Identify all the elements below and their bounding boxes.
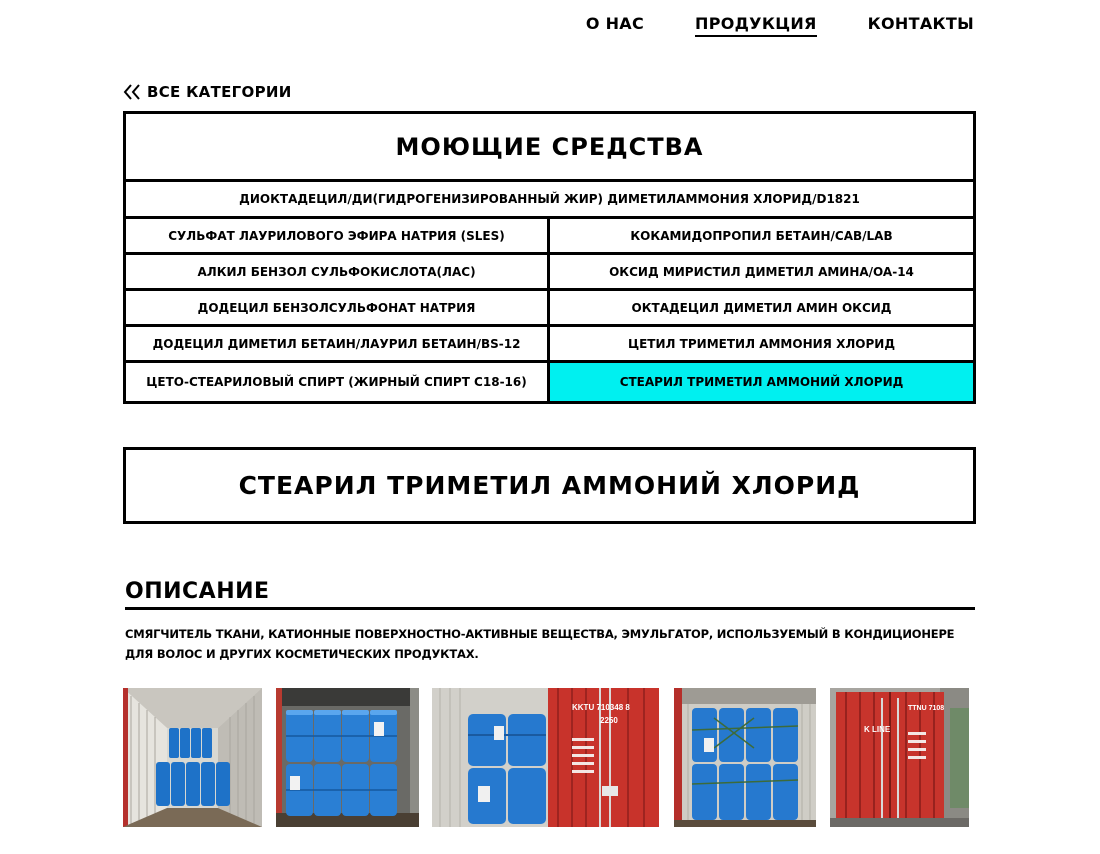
category-item-octadecyl-amine-oxide[interactable]: ОКТАДЕЦИЛ ДИМЕТИЛ АМИН ОКСИД xyxy=(550,291,973,327)
nav-products[interactable]: ПРОДУКЦИЯ xyxy=(695,14,817,37)
category-item-oa14[interactable]: ОКСИД МИРИСТИЛ ДИМЕТИЛ АМИНА/OA-14 xyxy=(550,255,973,291)
category-item-sodium-dodecylbenzenesulfonate[interactable]: ДОДЕЦИЛ БЕНЗОЛСУЛЬФОНАТ НАТРИЯ xyxy=(126,291,550,327)
nav-contacts[interactable]: КОНТАКТЫ xyxy=(867,14,974,33)
category-table xyxy=(123,111,976,404)
drums-and-open-container-photo[interactable] xyxy=(432,688,659,827)
category-item-cetostearyl-alcohol[interactable]: ЦЕТО-СТЕАРИЛОВЫЙ СПИРТ (ЖИРНЫЙ СПИРТ C18-16) xyxy=(126,363,550,401)
product-title: СТЕАРИЛ ТРИМЕТИЛ АММОНИЙ ХЛОРИД xyxy=(123,447,976,524)
category-grid xyxy=(126,219,973,401)
container-brand-label: K LINE xyxy=(864,725,891,734)
double-chevron-left-icon xyxy=(123,84,141,100)
description-text: СМЯГЧИТЕЛЬ ТКАНИ, КАТИОННЫЕ ПОВЕРХНОСТНО-АКТИВНЫЕ ВЕЩЕСТВА, ЭМУЛЬГАТОР, ИСПОЛЬЗУЕМЫЙ В КОНДИЦИОНЕРЕ ДЛЯ ВОЛОС И ДРУГИХ КОСМЕТИЧЕСКИХ ПРОДУКТАХ. xyxy=(125,627,955,661)
category-item-las[interactable]: АЛКИЛ БЕНЗОЛ СУЛЬФОКИСЛОТА(ЛАС) xyxy=(126,255,550,291)
blue-drums-photo[interactable] xyxy=(276,688,419,827)
category-item-cab[interactable]: КОКАМИДОПРОПИЛ БЕТАИН/CAB/LAB xyxy=(550,219,973,255)
container-code2-label: TTNU 7108 xyxy=(908,705,945,712)
closed-red-container-photo[interactable] xyxy=(830,688,969,827)
category-title: МОЮЩИЕ СРЕДСТВА xyxy=(126,114,973,182)
container-tare-label: 2250 xyxy=(600,716,618,725)
back-to-categories-link[interactable] xyxy=(123,83,292,101)
back-link-label: ВСЕ КАТЕГОРИИ xyxy=(147,83,292,101)
category-item-d1821[interactable]: ДИОКТАДЕЦИЛ/ДИ(ГИДРОГЕНИЗИРОВАННЫЙ ЖИР) ДИМЕТИЛАММОНИЯ ХЛОРИД/D1821 xyxy=(126,182,973,219)
category-item-cetyl-trimethyl[interactable]: ЦЕТИЛ ТРИМЕТИЛ АММОНИЯ ХЛОРИД xyxy=(550,327,973,363)
main-nav xyxy=(586,14,974,37)
container-with-blue-drums-photo[interactable] xyxy=(123,688,262,827)
category-item-sles[interactable]: СУЛЬФАТ ЛАУРИЛОВОГО ЭФИРА НАТРИЯ (SLES) xyxy=(126,219,550,255)
description-heading: ОПИСАНИЕ xyxy=(125,579,975,610)
nav-about[interactable]: О НАС xyxy=(585,14,645,33)
container-code-label: KKTU 710348 8 xyxy=(572,703,630,712)
category-item-stearyl-trimethyl-active[interactable]: СТЕАРИЛ ТРИМЕТИЛ АММОНИЙ ХЛОРИД xyxy=(550,363,973,401)
strapped-blue-drums-photo[interactable] xyxy=(674,688,816,827)
photo-gallery xyxy=(0,688,1100,828)
category-item-bs12[interactable]: ДОДЕЦИЛ ДИМЕТИЛ БЕТАИН/ЛАУРИЛ БЕТАИН/BS-12 xyxy=(126,327,550,363)
